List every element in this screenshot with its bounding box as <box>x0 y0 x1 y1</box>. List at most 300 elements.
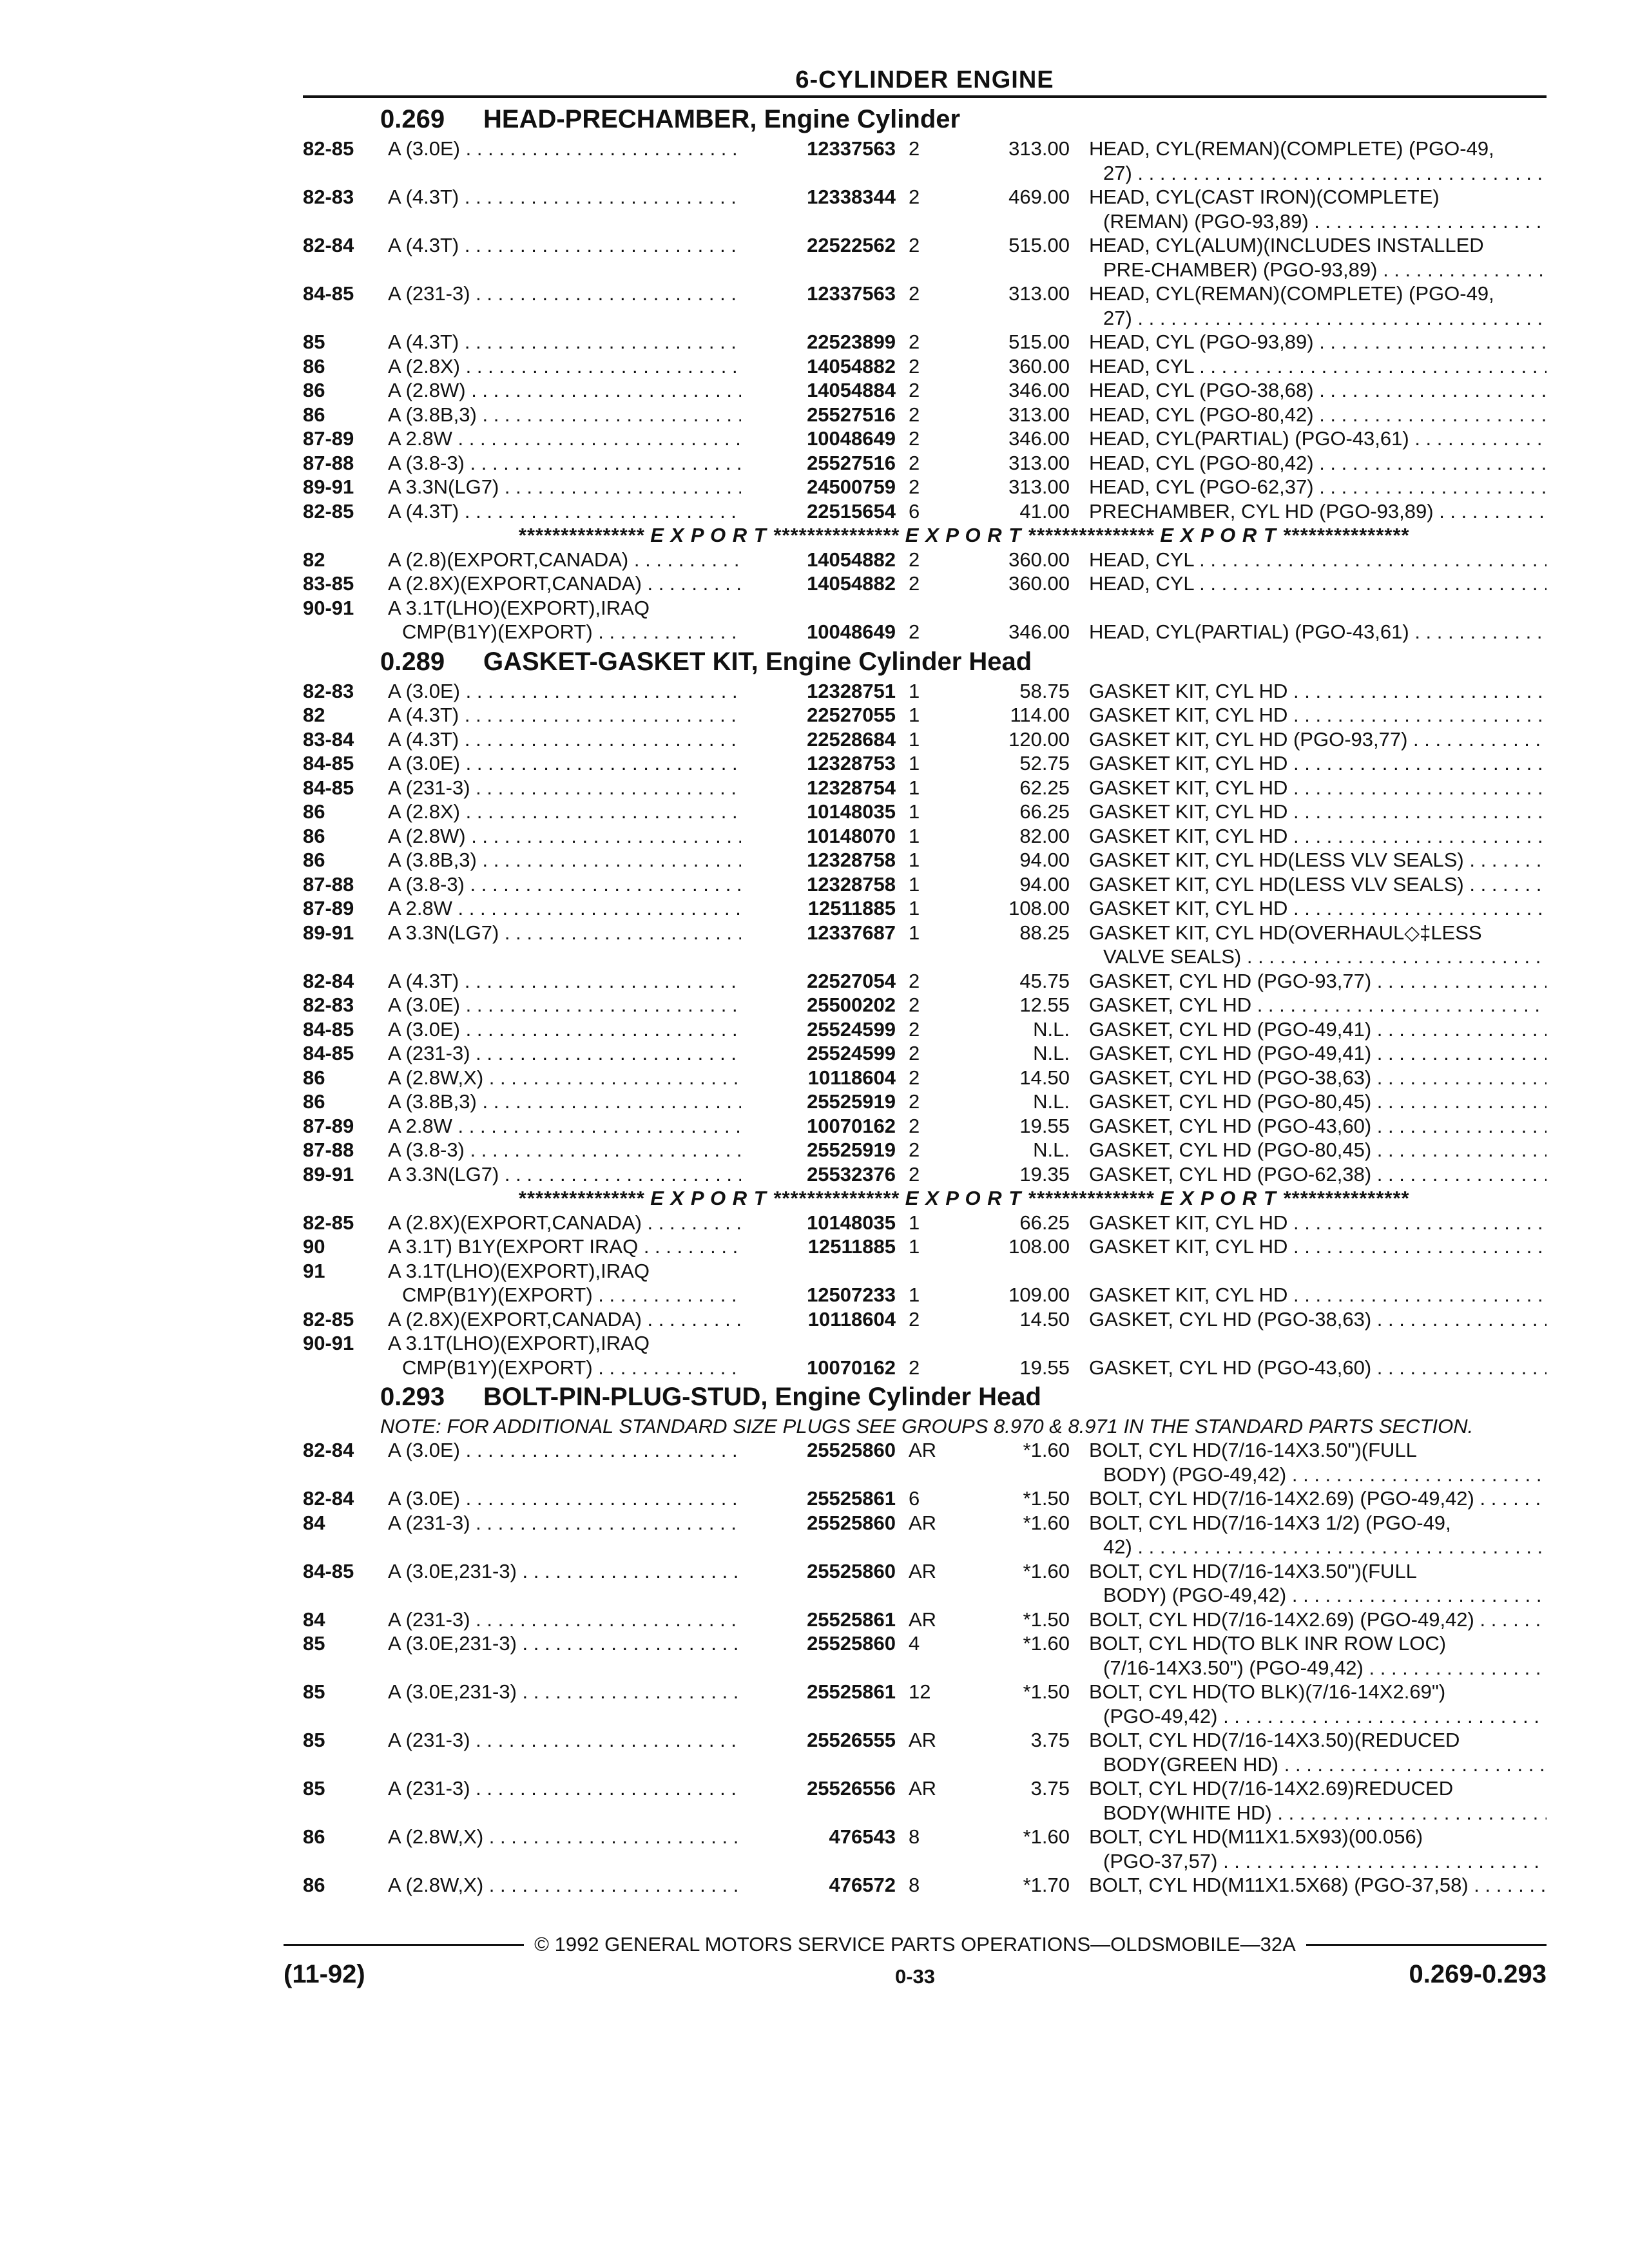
price: 109.00 <box>1008 1283 1070 1306</box>
price: *1.60 <box>1023 1559 1070 1582</box>
sections-container <box>303 102 1547 1898</box>
part-number: 25524599 <box>741 1017 902 1042</box>
price: 108.00 <box>1008 1235 1070 1258</box>
price: 3.75 <box>1030 1729 1070 1751</box>
price: 62.25 <box>1019 776 1070 799</box>
part-number: 12328753 <box>741 751 902 776</box>
price: 346.00 <box>1008 379 1070 401</box>
footer-page-number: 0-33 <box>894 1965 936 1988</box>
part-number: 10070162 <box>741 1356 902 1380</box>
description-line: BOLT, CYL HD(7/16-14X2.69) (PGO-49,42) . . . <box>1089 1608 1547 1632</box>
quantity: 2 <box>909 969 920 992</box>
description-line: GASKET KIT, CYL HD . . . <box>1089 776 1547 800</box>
price: 360.00 <box>1008 354 1070 378</box>
model-code: A (2.8W) . . . <box>388 378 762 403</box>
part-description <box>1089 185 1547 233</box>
description-line: BOLT, CYL HD(M11X1.5X68) (PGO-37,58) . . . <box>1089 1873 1547 1898</box>
section-note: NOTE: FOR ADDITIONAL STANDARD SIZE PLUGS SEE GROUPS 8.970 & 8.971 IN THE STANDARD PARTS SECTION. <box>380 1415 1474 1437</box>
table-row <box>303 1138 1547 1162</box>
quantity: 2 <box>909 331 920 353</box>
table-row <box>303 1307 1547 1332</box>
model-code: A (4.3T) . . . <box>388 969 762 994</box>
price: N.L. <box>1033 1139 1070 1161</box>
model-year: 87-88 <box>303 1139 354 1161</box>
quantity: 6 <box>909 1487 920 1510</box>
description-line: GASKET, CYL HD (PGO-38,63) . . . <box>1089 1307 1547 1332</box>
title-rule <box>303 95 1547 98</box>
description-line: BOLT, CYL HD(7/16-14X2.69) (PGO-49,42) . . . <box>1089 1486 1547 1511</box>
part-number: 10048649 <box>741 427 902 451</box>
quantity: AR <box>909 1777 937 1800</box>
description-line: GASKET KIT, CYL HD . . . <box>1089 751 1547 776</box>
part-description <box>1089 896 1547 921</box>
model-year: 84-85 <box>303 282 354 305</box>
quantity: 2 <box>909 403 920 426</box>
parts-section <box>303 1379 1547 1898</box>
part-description <box>1089 776 1547 800</box>
part-number: 25524599 <box>741 1041 902 1066</box>
export-divider: *************** E X P O R T *************** E X P O R T *************** E X P O R T *************** <box>517 524 1409 546</box>
model-year: 82-84 <box>303 969 354 992</box>
part-description <box>1089 824 1547 849</box>
part-number: 25500202 <box>741 993 902 1017</box>
part-number: 10148035 <box>741 1211 902 1235</box>
table-row <box>303 1356 1547 1380</box>
part-description <box>1089 800 1547 824</box>
quantity: 1 <box>909 727 920 751</box>
table-row <box>303 1090 1547 1114</box>
table-row <box>303 1283 1547 1307</box>
quantity: 1 <box>909 679 920 702</box>
part-number: 22515654 <box>741 499 902 524</box>
model-code: A 2.8W . . . <box>388 1114 762 1139</box>
part-number: 12328758 <box>741 848 902 872</box>
part-number: 25525861 <box>741 1680 902 1704</box>
part-description <box>1089 1307 1547 1332</box>
description-line: BOLT, CYL HD(7/16-14X3.50")(FULL <box>1089 1439 1417 1461</box>
model-code: A (2.8W,X) . . . <box>388 1066 762 1090</box>
quantity: 2 <box>909 282 920 305</box>
part-description <box>1089 1283 1547 1307</box>
part-description <box>1089 848 1547 872</box>
quantity: 6 <box>909 499 920 523</box>
description-line: GASKET, CYL HD (PGO-80,45) . . . <box>1089 1090 1547 1114</box>
part-description <box>1089 1211 1547 1235</box>
quantity: 1 <box>909 704 920 726</box>
part-description <box>1089 703 1547 727</box>
model-year: 86 <box>303 403 325 426</box>
description-line: GASKET, CYL HD (PGO-38,63) . . . <box>1089 1066 1547 1090</box>
table-row <box>303 451 1547 476</box>
part-description <box>1089 1114 1547 1139</box>
quantity: 1 <box>909 872 920 896</box>
model-code: A (2.8X) . . . <box>388 800 762 824</box>
description-line: GASKET, CYL HD (PGO-80,45) . . . <box>1089 1138 1547 1162</box>
price: 313.00 <box>1008 403 1070 426</box>
part-number: 14054882 <box>741 572 902 596</box>
table-row <box>303 1825 1547 1873</box>
quantity: 1 <box>909 1235 920 1258</box>
model-year: 84-85 <box>303 1017 354 1041</box>
price: 360.00 <box>1008 572 1070 595</box>
model-code: A (3.8-3) . . . <box>388 1138 762 1162</box>
part-number: 25525861 <box>741 1608 902 1632</box>
model-year: 87-88 <box>303 451 354 474</box>
quantity: 2 <box>909 427 920 450</box>
table-row <box>303 378 1547 403</box>
model-year: 82-83 <box>303 994 354 1016</box>
export-divider-row <box>303 1186 1547 1211</box>
model-year: 87-89 <box>303 1114 354 1137</box>
part-number: 14054884 <box>741 378 902 403</box>
model-code: A (2.8X)(EXPORT,CANADA) . . . <box>388 1307 762 1332</box>
model-code: A (231-3) . . . <box>388 1511 762 1535</box>
quantity: 2 <box>909 1307 920 1331</box>
model-code: A (3.8-3) . . . <box>388 872 762 897</box>
price: 120.00 <box>1008 727 1070 751</box>
price: 14.50 <box>1019 1307 1070 1331</box>
table-row <box>303 137 1547 185</box>
table-row <box>303 233 1547 282</box>
quantity: 2 <box>909 451 920 474</box>
part-number: 12337563 <box>741 282 902 306</box>
model-code: A (3.0E,231-3) . . . <box>388 1680 762 1704</box>
quantity: 1 <box>909 776 920 799</box>
model-year: 82-84 <box>303 1487 354 1510</box>
model-year: 82 <box>303 704 325 726</box>
part-number: 22528684 <box>741 727 902 752</box>
quantity: AR <box>909 1729 937 1751</box>
price: 3.75 <box>1030 1777 1070 1800</box>
model-code: A 3.1T(LHO)(EXPORT),IRAQ <box>388 1259 650 1282</box>
price: *1.60 <box>1023 1511 1070 1534</box>
model-year: 85 <box>303 1680 325 1703</box>
part-description <box>1089 1017 1547 1042</box>
table-row <box>303 1511 1547 1559</box>
description-line: BOLT, CYL HD(TO BLK INR ROW LOC) <box>1089 1632 1447 1655</box>
description-line: 27) . . . <box>1089 161 1547 186</box>
model-code: A (3.8-3) . . . <box>388 451 762 476</box>
part-number: 25525860 <box>741 1511 902 1535</box>
model-code: A (4.3T) . . . <box>388 727 762 752</box>
part-description <box>1089 1873 1547 1898</box>
quantity: 1 <box>909 824 920 847</box>
model-code: CMP(B1Y)(EXPORT) . . . <box>388 1283 776 1307</box>
model-code: A (231-3) . . . <box>388 282 762 306</box>
section-number: 0.293 <box>380 1383 445 1411</box>
part-description <box>1089 921 1547 969</box>
description-line: (PGO-37,57) . . . <box>1089 1849 1547 1874</box>
description-line: HEAD, CYL . . . <box>1089 354 1547 379</box>
model-year: 86 <box>303 1066 325 1089</box>
model-code: A 2.8W . . . <box>388 427 762 451</box>
quantity: 2 <box>909 354 920 378</box>
table-row <box>303 354 1547 379</box>
model-year: 84 <box>303 1608 325 1631</box>
table-row <box>303 896 1547 921</box>
table-row <box>303 1066 1547 1090</box>
model-year: 85 <box>303 1632 325 1655</box>
table-row <box>303 1486 1547 1511</box>
part-description <box>1089 1631 1547 1680</box>
model-code: A 3.1T(LHO)(EXPORT),IRAQ <box>388 1332 650 1354</box>
model-year: 90-91 <box>303 1332 354 1354</box>
part-description <box>1089 1438 1547 1486</box>
part-number: 25525919 <box>741 1090 902 1114</box>
table-row <box>303 727 1547 752</box>
model-year: 86 <box>303 1825 325 1848</box>
part-number: 22522562 <box>741 233 902 258</box>
model-code: A (3.8B,3) . . . <box>388 403 762 427</box>
quantity: 1 <box>909 897 920 919</box>
page-title: 6-CYLINDER ENGINE <box>795 66 1054 93</box>
price: 19.55 <box>1019 1114 1070 1137</box>
description-line: BOLT, CYL HD(7/16-14X3.50")(FULL <box>1089 1559 1417 1582</box>
part-number: 25525860 <box>741 1438 902 1463</box>
price: *1.60 <box>1023 1825 1070 1848</box>
part-number: 12328751 <box>741 679 902 704</box>
description-line: GASKET KIT, CYL HD (PGO-93,77) . . . <box>1089 727 1547 752</box>
part-description <box>1089 1776 1547 1825</box>
footer-range: 0.269-0.293 <box>1409 1960 1547 1988</box>
part-number: 10070162 <box>741 1114 902 1139</box>
price: *1.50 <box>1023 1487 1070 1510</box>
part-description <box>1089 1235 1547 1259</box>
part-number: 22523899 <box>741 330 902 354</box>
price: 58.75 <box>1019 679 1070 702</box>
quantity: 1 <box>909 1283 920 1306</box>
model-code: A (3.0E) . . . <box>388 751 762 776</box>
footer-line <box>284 1933 1547 1956</box>
price: *1.50 <box>1023 1680 1070 1703</box>
quantity: AR <box>909 1608 937 1631</box>
model-year: 83-85 <box>303 572 354 595</box>
model-year: 82-84 <box>303 234 354 256</box>
part-description <box>1089 475 1547 499</box>
section-heading <box>303 644 1547 679</box>
price: 45.75 <box>1019 969 1070 992</box>
part-description <box>1089 1356 1547 1380</box>
description-line: BOLT, CYL HD(M11X1.5X93)(00.056) <box>1089 1825 1423 1848</box>
part-description <box>1089 137 1547 185</box>
part-description <box>1089 378 1547 403</box>
description-line: HEAD, CYL . . . <box>1089 572 1547 596</box>
model-code: A (4.3T) . . . <box>388 330 762 354</box>
description-line: HEAD, CYL (PGO-80,42) . . . <box>1089 451 1547 476</box>
table-row <box>303 1680 1547 1728</box>
model-code: A (3.8B,3) . . . <box>388 1090 762 1114</box>
model-year: 84 <box>303 1511 325 1534</box>
part-description <box>1089 1728 1547 1776</box>
part-number: 12511885 <box>741 1235 902 1259</box>
part-description <box>1089 727 1547 752</box>
model-year: 84-85 <box>303 752 354 774</box>
footer-copyright: © 1992 GENERAL MOTORS SERVICE PARTS OPERATIONS—OLDSMOBILE—32A <box>534 1933 1296 1956</box>
model-year: 82-84 <box>303 1439 354 1461</box>
description-line: PRECHAMBER, CYL HD (PGO-93,89) . . . <box>1089 499 1547 524</box>
table-row <box>303 475 1547 499</box>
footer-date: (11-92) <box>284 1960 365 1988</box>
description-line: GASKET, CYL HD (PGO-49,41) . . . <box>1089 1017 1547 1042</box>
description-line: GASKET KIT, CYL HD . . . <box>1089 800 1547 824</box>
model-code: A (2.8X)(EXPORT,CANADA) . . . <box>388 572 762 596</box>
table-row <box>303 751 1547 776</box>
part-number: 25525860 <box>741 1559 902 1584</box>
part-number: 476572 <box>741 1873 902 1898</box>
model-code: A (3.8B,3) . . . <box>388 848 762 872</box>
part-number: 25527516 <box>741 451 902 476</box>
model-code: A (2.8W,X) . . . <box>388 1825 762 1849</box>
price: 14.50 <box>1019 1066 1070 1089</box>
model-code: A 3.3N(LG7) . . . <box>388 475 762 499</box>
model-year: 82-85 <box>303 137 354 160</box>
part-number: 12337563 <box>741 137 902 161</box>
part-description <box>1089 969 1547 994</box>
part-description <box>1089 548 1547 572</box>
section-title: GASKET-GASKET KIT, Engine Cylinder Head <box>483 647 1032 676</box>
price: 313.00 <box>1008 451 1070 474</box>
part-description <box>1089 872 1547 897</box>
description-line: BOLT, CYL HD(7/16-14X3 1/2) (PGO-49, <box>1089 1511 1451 1534</box>
quantity: 2 <box>909 1114 920 1137</box>
section-title: HEAD-PRECHAMBER, Engine Cylinder <box>483 105 961 133</box>
table-row <box>303 872 1547 897</box>
model-year: 87-88 <box>303 872 354 896</box>
part-number: 12507233 <box>741 1283 902 1307</box>
price: *1.70 <box>1023 1874 1070 1896</box>
section-title: BOLT-PIN-PLUG-STUD, Engine Cylinder Head <box>483 1383 1041 1411</box>
part-number: 12338344 <box>741 185 902 209</box>
model-code: A (2.8)(EXPORT,CANADA) . . . <box>388 548 762 572</box>
part-description <box>1089 1511 1547 1559</box>
description-line: (7/16-14X3.50") (PGO-49,42) . . . <box>1089 1656 1547 1680</box>
part-number: 25526556 <box>741 1776 902 1801</box>
part-number: 25527516 <box>741 403 902 427</box>
section-number: 0.289 <box>380 647 445 676</box>
table-row <box>303 993 1547 1017</box>
quantity: 2 <box>909 1139 920 1161</box>
description-line: (REMAN) (PGO-93,89) . . . <box>1089 209 1547 234</box>
model-code: A (3.0E) . . . <box>388 993 762 1017</box>
quantity: 2 <box>909 234 920 256</box>
parts-section <box>303 644 1547 1380</box>
part-number: 22527055 <box>741 703 902 727</box>
table-row <box>303 1235 1547 1259</box>
description-line: HEAD, CYL (PGO-93,89) . . . <box>1089 330 1547 354</box>
part-number: 12511885 <box>741 896 902 921</box>
model-code: A (3.0E) . . . <box>388 1438 762 1463</box>
section-number: 0.269 <box>380 105 445 133</box>
description-line: GASKET, CYL HD (PGO-93,77) . . . <box>1089 969 1547 994</box>
part-description <box>1089 1680 1547 1728</box>
part-description <box>1089 403 1547 427</box>
part-number: 12328754 <box>741 776 902 800</box>
description-line: HEAD, CYL (PGO-80,42) . . . <box>1089 403 1547 427</box>
description-line: 27) . . . <box>1089 306 1547 331</box>
quantity: 12 <box>909 1680 931 1703</box>
part-description <box>1089 993 1547 1017</box>
part-number: 25532376 <box>741 1162 902 1187</box>
part-number: 14054882 <box>741 548 902 572</box>
part-description <box>1089 282 1547 330</box>
price: 114.00 <box>1010 704 1070 726</box>
part-description <box>1089 1138 1547 1162</box>
model-code: A (4.3T) . . . <box>388 703 762 727</box>
part-description <box>1089 1041 1547 1066</box>
model-year: 86 <box>303 824 325 847</box>
description-line: GASKET, CYL HD (PGO-43,60) . . . <box>1089 1356 1547 1380</box>
price: 66.25 <box>1019 800 1070 823</box>
price: 94.00 <box>1019 849 1070 871</box>
description-line: GASKET, CYL HD (PGO-62,38) . . . <box>1089 1162 1547 1187</box>
model-year: 84-85 <box>303 1042 354 1064</box>
table-row <box>303 1114 1547 1139</box>
quantity: 8 <box>909 1825 920 1848</box>
price: N.L. <box>1033 1042 1070 1064</box>
part-number: 10148070 <box>741 824 902 849</box>
model-code: A (3.0E,231-3) . . . <box>388 1559 762 1584</box>
table-row <box>303 1728 1547 1776</box>
part-description <box>1089 1090 1547 1114</box>
description-line: GASKET KIT, CYL HD . . . <box>1089 896 1547 921</box>
quantity: AR <box>909 1559 937 1582</box>
description-line: BODY) (PGO-49,42) . . . <box>1089 1463 1547 1487</box>
quantity: 1 <box>909 849 920 871</box>
table-row <box>303 403 1547 427</box>
part-number: 24500759 <box>741 475 902 499</box>
page-footer <box>284 1933 1547 1992</box>
price: 346.00 <box>1008 427 1070 450</box>
model-year: 85 <box>303 331 325 353</box>
price: 313.00 <box>1008 282 1070 305</box>
model-code: A (231-3) . . . <box>388 776 762 800</box>
description-line: HEAD, CYL(PARTIAL) (PGO-43,61) . . . <box>1089 620 1547 644</box>
quantity: 2 <box>909 620 920 643</box>
description-line: GASKET, CYL HD (PGO-43,60) . . . <box>1089 1114 1547 1139</box>
model-year: 85 <box>303 1777 325 1800</box>
model-code: A (2.8W) . . . <box>388 824 762 849</box>
model-year: 91 <box>303 1259 325 1282</box>
model-code: A (231-3) . . . <box>388 1776 762 1801</box>
model-code: CMP(B1Y)(EXPORT) . . . <box>388 1356 776 1380</box>
model-code: A (2.8X)(EXPORT,CANADA) . . . <box>388 1211 762 1235</box>
table-row <box>303 1041 1547 1066</box>
quantity: 1 <box>909 921 920 944</box>
part-description <box>1089 1559 1547 1608</box>
description-line: BOLT, CYL HD(TO BLK)(7/16-14X2.69") <box>1089 1680 1446 1703</box>
quantity: 2 <box>909 1356 920 1379</box>
quantity: 2 <box>909 1162 920 1186</box>
quantity: 2 <box>909 1090 920 1113</box>
price: 66.25 <box>1019 1211 1070 1234</box>
description-line: GASKET KIT, CYL HD(LESS VLV SEALS) . . . <box>1089 872 1547 897</box>
part-description <box>1089 1066 1547 1090</box>
description-line: GASKET KIT, CYL HD . . . <box>1089 824 1547 849</box>
part-number: 25525860 <box>741 1631 902 1656</box>
model-code: A (3.0E) . . . <box>388 679 762 704</box>
part-number: 10118604 <box>741 1307 902 1332</box>
model-year: 89-91 <box>303 1162 354 1186</box>
model-code: A (231-3) . . . <box>388 1728 762 1753</box>
description-line: GASKET KIT, CYL HD(LESS VLV SEALS) . . . <box>1089 848 1547 872</box>
part-description <box>1089 1825 1547 1873</box>
table-row <box>303 499 1547 524</box>
price: 313.00 <box>1008 476 1070 498</box>
table-row <box>303 679 1547 704</box>
description-line: HEAD, CYL(REMAN)(COMPLETE) (PGO-49, <box>1089 282 1494 305</box>
model-year: 89-91 <box>303 921 354 944</box>
table-row <box>303 1017 1547 1042</box>
